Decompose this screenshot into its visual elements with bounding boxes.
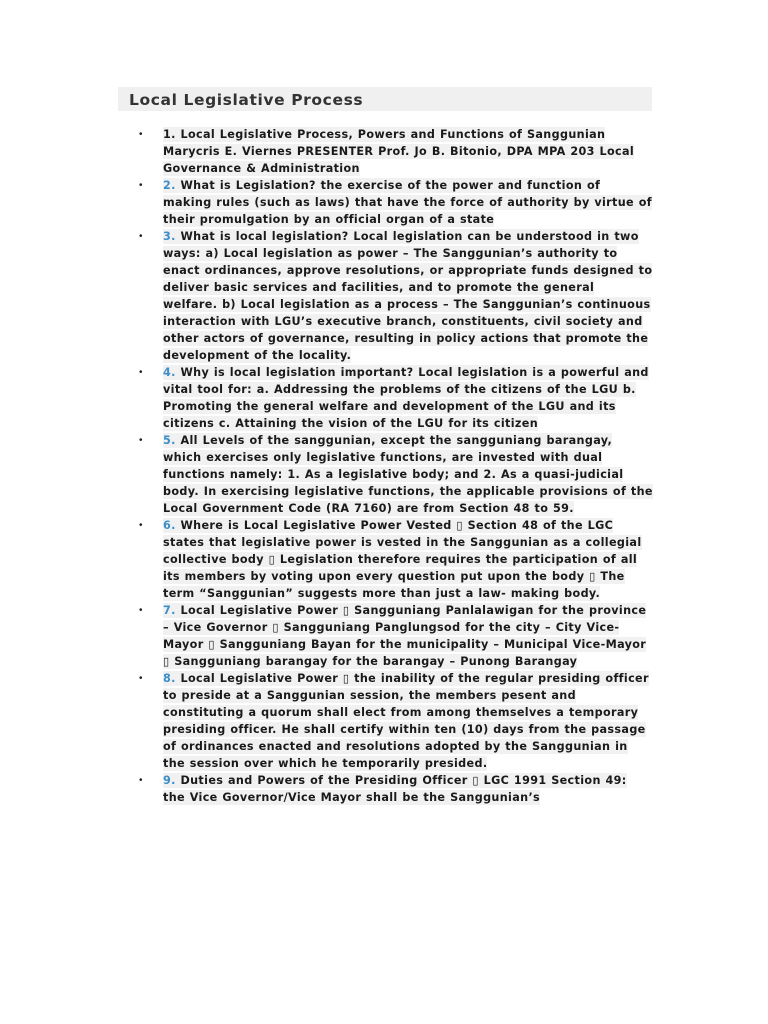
item-number-link[interactable]: 5. (163, 434, 176, 447)
list-item (139, 602, 653, 670)
item-text: 1. Local Legislative Process, Powers and Functions of Sanggunian Marycris E. Viernes PRESENTER Prof. Jo B. Bitonio, DPA MPA 203 Local Governance & Administration (163, 128, 635, 175)
list-item (139, 126, 653, 177)
item-text: All Levels of the sanggunian, except the sangguniang barangay, which exercises only legislative functions, are invested with dual functions namely: 1. As a legislative body; and 2. As a quasi-judicial body. In exercising legislative functions, the applicable provisions of the Local Government Code (RA 7160) are from Section 48 to 59. (163, 434, 653, 515)
bullet-icon: • (139, 180, 143, 191)
bullet-icon: • (139, 231, 143, 242)
item-number-link[interactable]: 8. (163, 672, 176, 685)
page-title: Local Legislative Process (129, 91, 364, 109)
bullet-icon: • (139, 367, 143, 378)
item-number-link[interactable]: 9. (163, 774, 176, 787)
item-number-link[interactable]: 4. (163, 366, 176, 379)
list-item (139, 228, 653, 364)
item-text: What is Legislation? the exercise of the power and function of making rules (such as laws) that have the force of authority by virtue of their promulgation by an official organ of a state (163, 179, 652, 226)
item-number-link[interactable]: 6. (163, 519, 176, 532)
bullet-icon: • (139, 520, 143, 531)
title-bar (118, 87, 652, 111)
item-text: Local Legislative Power ▯ Sangguniang Panlalawigan for the province – Vice Governor ▯ Sangguniang Panglungsod for the city – City Vice-Mayor ▯ Sangguniang Bayan for the municipality – Municipal Vice-Mayor ▯ Sangguniang barangay for the barangay – Punong Barangay (163, 604, 647, 668)
bullet-icon: • (139, 129, 143, 140)
item-text: Duties and Powers of the Presiding Officer ▯ LGC 1991 Section 49: the Vice Governor/Vice Mayor shall be the Sanggunian’s (163, 774, 627, 804)
item-number-link[interactable]: 3. (163, 230, 176, 243)
bullet-icon: • (139, 435, 143, 446)
item-text: Why is local legislation important? Local legislation is a powerful and vital tool for: a. Addressing the problems of the citizens of the LGU b. Promoting the general welfare and development of the LGU and its citizens c. Attaining the vision of the LGU for its citizen (163, 366, 649, 430)
item-text: Local Legislative Power ▯ the inability of the regular presiding officer to preside at a Sanggunian session, the members pesent and constituting a quorum shall elect from among themselves a temporary presiding officer. He shall certify within ten (10) days from the passage of ordinances enacted and resolutions adopted by the Sanggunian in the session over which he temporarily presided. (163, 672, 649, 770)
item-number-link[interactable]: 2. (163, 179, 176, 192)
slide-list (139, 126, 653, 806)
item-text: Where is Local Legislative Power Vested ▯ Section 48 of the LGC states that legislative power is vested in the Sanggunian as a collegial collective body ▯ Legislation therefore requires the participation of all its members by voting upon every question put upon the body ▯ The term “Sanggunian” suggests more than just a law- making body. (163, 519, 642, 600)
list-item (139, 177, 653, 228)
bullet-icon: • (139, 605, 143, 616)
list-item (139, 670, 653, 772)
list-item (139, 364, 653, 432)
list-item (139, 432, 653, 517)
item-number-link[interactable]: 7. (163, 604, 176, 617)
list-item (139, 517, 653, 602)
bullet-icon: • (139, 775, 143, 786)
bullet-icon: • (139, 673, 143, 684)
item-text: What is local legislation? Local legislation can be understood in two ways: a) Local legislation as power – The Sanggunian’s authority to enact ordinances, approve resolutions, or appropriate funds designed to deliver basic services and facilities, and to promote the general welfare. b) Local legislation as a process – The Sanggunian’s continuous interaction with LGU’s executive branch, constituents, civil society and other actors of governance, resulting in policy actions that promote the development of the locality. (163, 230, 653, 362)
list-item (139, 772, 653, 806)
